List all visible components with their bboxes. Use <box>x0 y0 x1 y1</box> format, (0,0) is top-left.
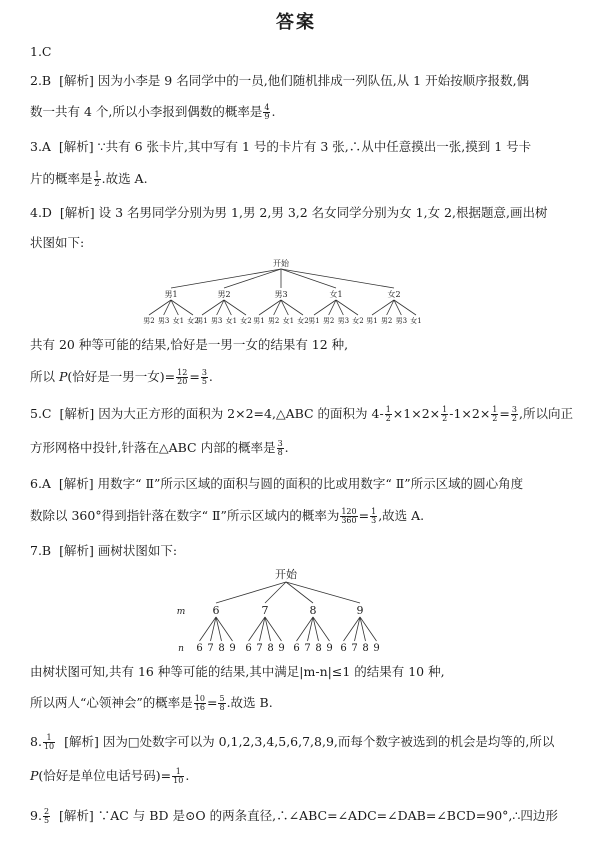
tree-leaf: 男2 <box>143 317 155 325</box>
tree-leaf: 女2 <box>297 317 309 325</box>
analysis-tag: [解析] <box>58 476 94 491</box>
tree-root: 开始 <box>273 259 289 268</box>
row-label-n: n <box>178 644 184 654</box>
tree-leaf: 男2 <box>322 317 335 325</box>
tree-node: 男1 <box>164 290 178 299</box>
answer-number: 8. <box>30 734 42 749</box>
answer-2-line2: 数一共有 4 个,所以小李报到偶数的概率是 $\frac{4}{9}$ . <box>30 103 276 121</box>
tree-leaf: 6 <box>340 643 347 654</box>
fraction: $\frac{3}{2}$ <box>511 405 517 423</box>
answer-4-line3: 共有 20 种等可能的结果,恰好是一男一女的结果有 12 种, <box>30 337 349 352</box>
tree-leaf: 7 <box>207 643 214 654</box>
answer-number: 5.C <box>30 406 52 421</box>
tree-leaf: 男3 <box>337 317 350 325</box>
tree-leaf: 9 <box>229 643 236 654</box>
fraction: $\frac{5}{8}$ <box>219 694 225 712</box>
tree-node: 女1 <box>329 290 343 299</box>
tree-leaf: 男2 <box>267 317 280 325</box>
answer-7-line3: 由树状图可知,共有 16 种等可能的结果,其中满足|m-n|≤1 的结果有 10 种, <box>30 664 445 679</box>
answer-8-line2: P(恰好是单位电话号码)= $\frac{1}{10}$ . <box>30 767 190 785</box>
tree-leaf: 女1 <box>172 317 185 325</box>
answer-7-line1: 7.B [解析] 画树状图如下: <box>30 543 178 558</box>
answer-1: 1.C <box>30 44 52 59</box>
tree-node: 女2 <box>387 290 401 299</box>
answer-number: 9. <box>30 808 42 823</box>
tree-node: 8 <box>309 604 317 617</box>
analysis-tag: [解析] <box>58 808 94 823</box>
answer-5-line2: 方形网格中投针,针落在△ABC 内部的概率是 $\frac{3}{8}$ . <box>30 439 289 457</box>
answer-text: 因为小李是 9 名同学中的一员,他们随机排成一列队伍,从 1 开始按顺序报数,偶 <box>97 73 530 88</box>
tree-node: 7 <box>261 604 269 617</box>
answer-text: 设 3 名男同学分别为男 1,男 2,男 3,2 名女同学分别为女 1,女 2,根据题意,画出树 <box>98 205 548 220</box>
tree-branch <box>286 582 360 603</box>
fraction: $\frac{1}{3}$ <box>371 507 377 525</box>
fraction: $\frac{3}{5}$ <box>201 368 207 386</box>
fraction: $\frac{10}{16}$ <box>194 694 205 712</box>
answer-3-line2: 片的概率是 $\frac{1}{2}$ .故选 A. <box>30 170 148 188</box>
tree-leaf: 女2 <box>352 317 364 325</box>
tree-leaf: 9 <box>373 643 380 654</box>
tree-leaf: 7 <box>304 643 311 654</box>
tree-leaf: 男1 <box>196 317 208 325</box>
tree-leaf: 9 <box>326 643 333 654</box>
tree-leaf: 女1 <box>282 317 295 325</box>
tree-node: 男3 <box>274 290 288 299</box>
analysis-tag: [解析] <box>64 734 99 749</box>
fraction: $\frac{1}{10}$ <box>43 733 55 751</box>
fraction: $\frac{2}{5}$ <box>43 807 50 825</box>
tree-leaf: 7 <box>256 643 263 654</box>
tree-leaf: 男3 <box>210 317 223 325</box>
answer-6-line1: 6.A [解析] 用数字“ Ⅱ”所示区域的面积与圆的面积的比或用数字“ Ⅱ”所示区域的圆心角度 <box>30 476 524 491</box>
tree-leaf: 女2 <box>240 317 252 325</box>
fraction: $\frac{3}{8}$ <box>277 439 283 457</box>
answer-5-line1: 5.C [解析] 因为大正方形的面积为 2×2=4,△ABC 的面积为 4- $\frac{1}{2}$ ×1×2× $\frac{1}{2}$ -1×2× $\frac{1}{2}$ = $\frac{3}{2}$ ,所以向正 <box>30 405 573 423</box>
tree-leaf: 7 <box>351 643 358 654</box>
answer-4-line2: 状图如下: <box>30 235 85 250</box>
fraction: $\frac{1}{2}$ <box>385 405 391 423</box>
answer-number: 3.A <box>30 139 51 154</box>
fraction: $\frac{1}{10}$ <box>173 767 184 785</box>
tree-leaf: 8 <box>218 643 225 654</box>
tree-leaf: 8 <box>315 643 322 654</box>
fraction: $\frac{12}{20}$ <box>177 368 188 386</box>
tree-leaf: 8 <box>362 643 369 654</box>
tree-leaf: 9 <box>278 643 285 654</box>
tree-leaf: 男1 <box>366 317 378 325</box>
fraction: $\frac{1}{2}$ <box>492 405 498 423</box>
answer-text: 数一共有 4 个,所以小李报到偶数的概率是 <box>30 104 263 119</box>
tree-leaf: 男3 <box>395 317 408 325</box>
answer-text: ∵共有 6 张卡片,其中写有 1 号的卡片有 3 张,∴从中任意摸出一张,摸到 1 号卡 <box>97 139 532 154</box>
tree-node: 6 <box>212 604 220 617</box>
tree-leaf: 男1 <box>308 317 320 325</box>
analysis-tag: [解析] <box>59 543 94 558</box>
fraction: $\frac{1}{2}$ <box>94 170 100 188</box>
tree-leaf: 6 <box>196 643 203 654</box>
tree-leaf: 女1 <box>225 317 238 325</box>
answer-number: 2.B <box>30 73 52 88</box>
page-title: 答案 <box>276 12 316 33</box>
tree-leaf: 6 <box>245 643 252 654</box>
answer-number: 6.A <box>30 476 51 491</box>
answer-7-line4: 所以两人“心领神会”的概率是 $\frac{10}{16}$ = $\frac{5}{8}$ .故选 B. <box>30 694 273 712</box>
fraction: $\frac{4}{9}$ <box>264 103 270 121</box>
analysis-tag: [解析] <box>59 205 95 220</box>
fraction: $\frac{120}{360}$ <box>341 507 357 525</box>
tree-leaf: 8 <box>267 643 274 654</box>
analysis-tag: [解析] <box>59 73 94 88</box>
answer-9-line1: 9. $\frac{2}{5}$ [解析] ∵AC 与 BD 是⊙O 的两条直径,∴∠ABC=∠ADC=∠DAB=∠BCD=90°,∴四边形 <box>30 807 558 825</box>
answer-number: 7.B <box>30 543 52 558</box>
tree-branch <box>286 582 313 603</box>
analysis-tag: [解析] <box>58 139 94 154</box>
answer-8-line1: 8. $\frac{1}{10}$ [解析] 因为□处数字可以为 0,1,2,3,4,5,6,7,8,9,而每个数字被选到的机会是均等的,所以 <box>30 733 555 751</box>
tree-leaf: 男3 <box>157 317 170 325</box>
tree-root: 开始 <box>275 568 297 581</box>
answer-number: 4.D <box>30 205 52 220</box>
tree-node: 9 <box>356 604 364 617</box>
answer-6-line2: 数除以 360°得到指针落在数字“ Ⅱ”所示区域内的概率为 $\frac{120}{360}$ = $\frac{1}{3}$ ,故选 A. <box>30 507 425 525</box>
tree-leaf: 男2 <box>380 317 393 325</box>
tree-node: 男2 <box>217 290 231 299</box>
tree-leaf: 6 <box>293 643 300 654</box>
tree-leaf: 男1 <box>253 317 265 325</box>
tree-leaf: 女2 <box>187 317 199 325</box>
fraction: $\frac{1}{2}$ <box>442 405 448 423</box>
answer-4-line4: 所以 P(恰好是一男一女)= $\frac{12}{20}$ = $\frac{3}{5}$ . <box>30 368 213 386</box>
row-label-m: m <box>176 607 186 617</box>
tree-leaf: 女1 <box>410 317 422 325</box>
analysis-tag: [解析] <box>59 406 95 421</box>
